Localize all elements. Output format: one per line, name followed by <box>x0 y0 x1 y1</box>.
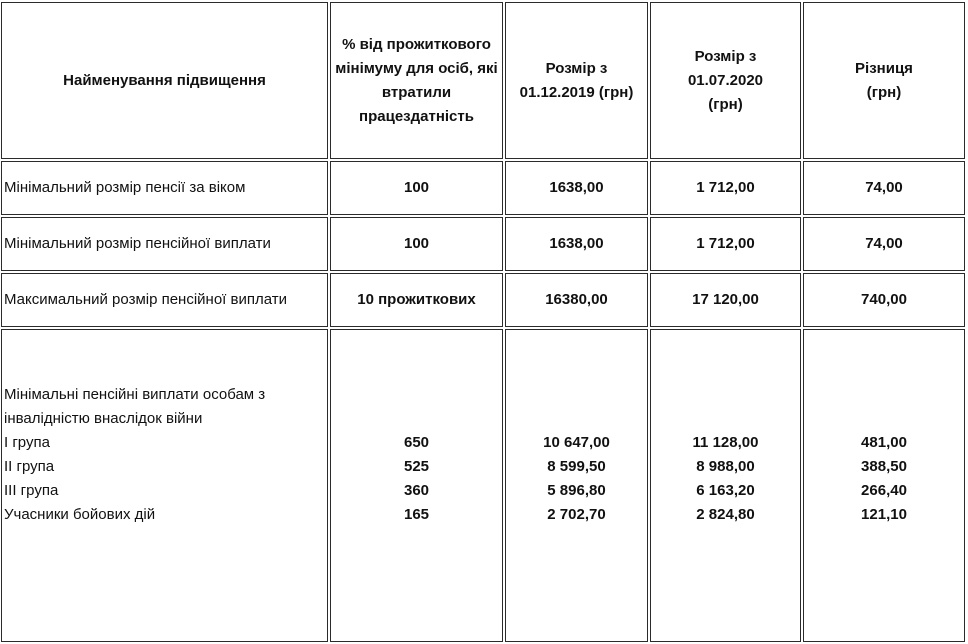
row-name: Мінімальний розмір пенсії за віком <box>1 161 328 215</box>
disability-percent-value: 525 <box>403 458 430 475</box>
row-percent: 100 <box>330 217 503 271</box>
header-name-text: Найменування підвищення <box>63 71 266 89</box>
disability-diff-value: 388,50 <box>861 458 907 475</box>
row-size-2019: 16380,00 <box>505 273 648 327</box>
disability-size-2019 <box>505 329 648 642</box>
disability-title-line: інвалідністю внаслідок війни <box>4 410 203 427</box>
row-diff: 740,00 <box>803 273 965 327</box>
disability-size-2020-value: 11 128,00 <box>692 434 759 451</box>
row-size-2020: 1 712,00 <box>650 217 801 271</box>
header-diff-line: Різниця <box>855 59 913 77</box>
disability-row <box>1 329 965 642</box>
disability-group-label: ІІІ група <box>4 482 59 499</box>
table-row <box>1 161 965 215</box>
header-name <box>1 2 328 159</box>
spacer <box>653 383 798 407</box>
disability-percent-value: 360 <box>403 482 430 499</box>
header-percent-line: працездатність <box>359 107 474 125</box>
header-percent-line: % від прожиткового <box>342 35 491 53</box>
disability-percent <box>330 329 503 642</box>
spacer <box>333 383 500 407</box>
spacer <box>333 407 500 431</box>
disability-group-label: І група <box>4 434 50 451</box>
disability-size-2020 <box>650 329 801 642</box>
disability-size-2020-value: 2 824,80 <box>696 506 755 523</box>
disability-diff <box>803 329 965 642</box>
disability-names <box>1 329 328 642</box>
disability-title-line: Мінімальні пенсійні виплати особам з <box>4 386 266 403</box>
header-size-2019-line: 01.12.2019 (грн) <box>519 83 634 101</box>
disability-group-label: ІІ група <box>4 458 55 475</box>
header-diff-line: (грн) <box>866 83 902 101</box>
row-diff: 74,00 <box>803 161 965 215</box>
disability-percent-value: 650 <box>403 434 430 451</box>
disability-size-2019-value: 2 702,70 <box>547 506 606 523</box>
header-size-2020-line: 01.07.2020 <box>687 71 764 89</box>
row-size-2020: 1 712,00 <box>650 161 801 215</box>
spacer <box>806 407 962 431</box>
header-size-2019-line: Розмір з <box>545 59 608 77</box>
header-size-2019 <box>505 2 648 159</box>
spacer <box>508 383 645 407</box>
header-percent-line: мінімуму для осіб, які <box>335 59 498 77</box>
table-row <box>1 217 965 271</box>
row-name: Максимальний розмір пенсійної виплати <box>1 273 328 327</box>
disability-size-2019-value: 8 599,50 <box>547 458 606 475</box>
header-diff <box>803 2 965 159</box>
header-size-2020 <box>650 2 801 159</box>
spacer <box>508 407 645 431</box>
row-percent: 10 прожиткових <box>330 273 503 327</box>
row-diff: 74,00 <box>803 217 965 271</box>
header-row <box>1 2 965 159</box>
row-percent: 100 <box>330 161 503 215</box>
disability-size-2020-value: 8 988,00 <box>696 458 755 475</box>
disability-size-2020-value: 6 163,20 <box>696 482 755 499</box>
table-row <box>1 273 965 327</box>
header-size-2020-line: (грн) <box>708 95 743 113</box>
disability-percent-value: 165 <box>403 506 430 523</box>
header-percent <box>330 2 503 159</box>
disability-diff-value: 121,10 <box>861 506 907 523</box>
spacer <box>806 383 962 407</box>
disability-diff-value: 266,40 <box>861 482 907 499</box>
disability-group-label: Учасники бойових дій <box>4 506 156 523</box>
spacer <box>653 407 798 431</box>
disability-size-2019-value: 5 896,80 <box>547 482 606 499</box>
row-size-2020: 17 120,00 <box>650 273 801 327</box>
row-size-2019: 1638,00 <box>505 161 648 215</box>
disability-size-2019-value: 10 647,00 <box>543 434 610 451</box>
row-name: Мінімальний розмір пенсійної виплати <box>1 217 328 271</box>
header-percent-line: втратили <box>381 83 452 101</box>
header-size-2020-line: Розмір з <box>694 47 757 65</box>
row-size-2019: 1638,00 <box>505 217 648 271</box>
disability-diff-value: 481,00 <box>861 434 907 451</box>
